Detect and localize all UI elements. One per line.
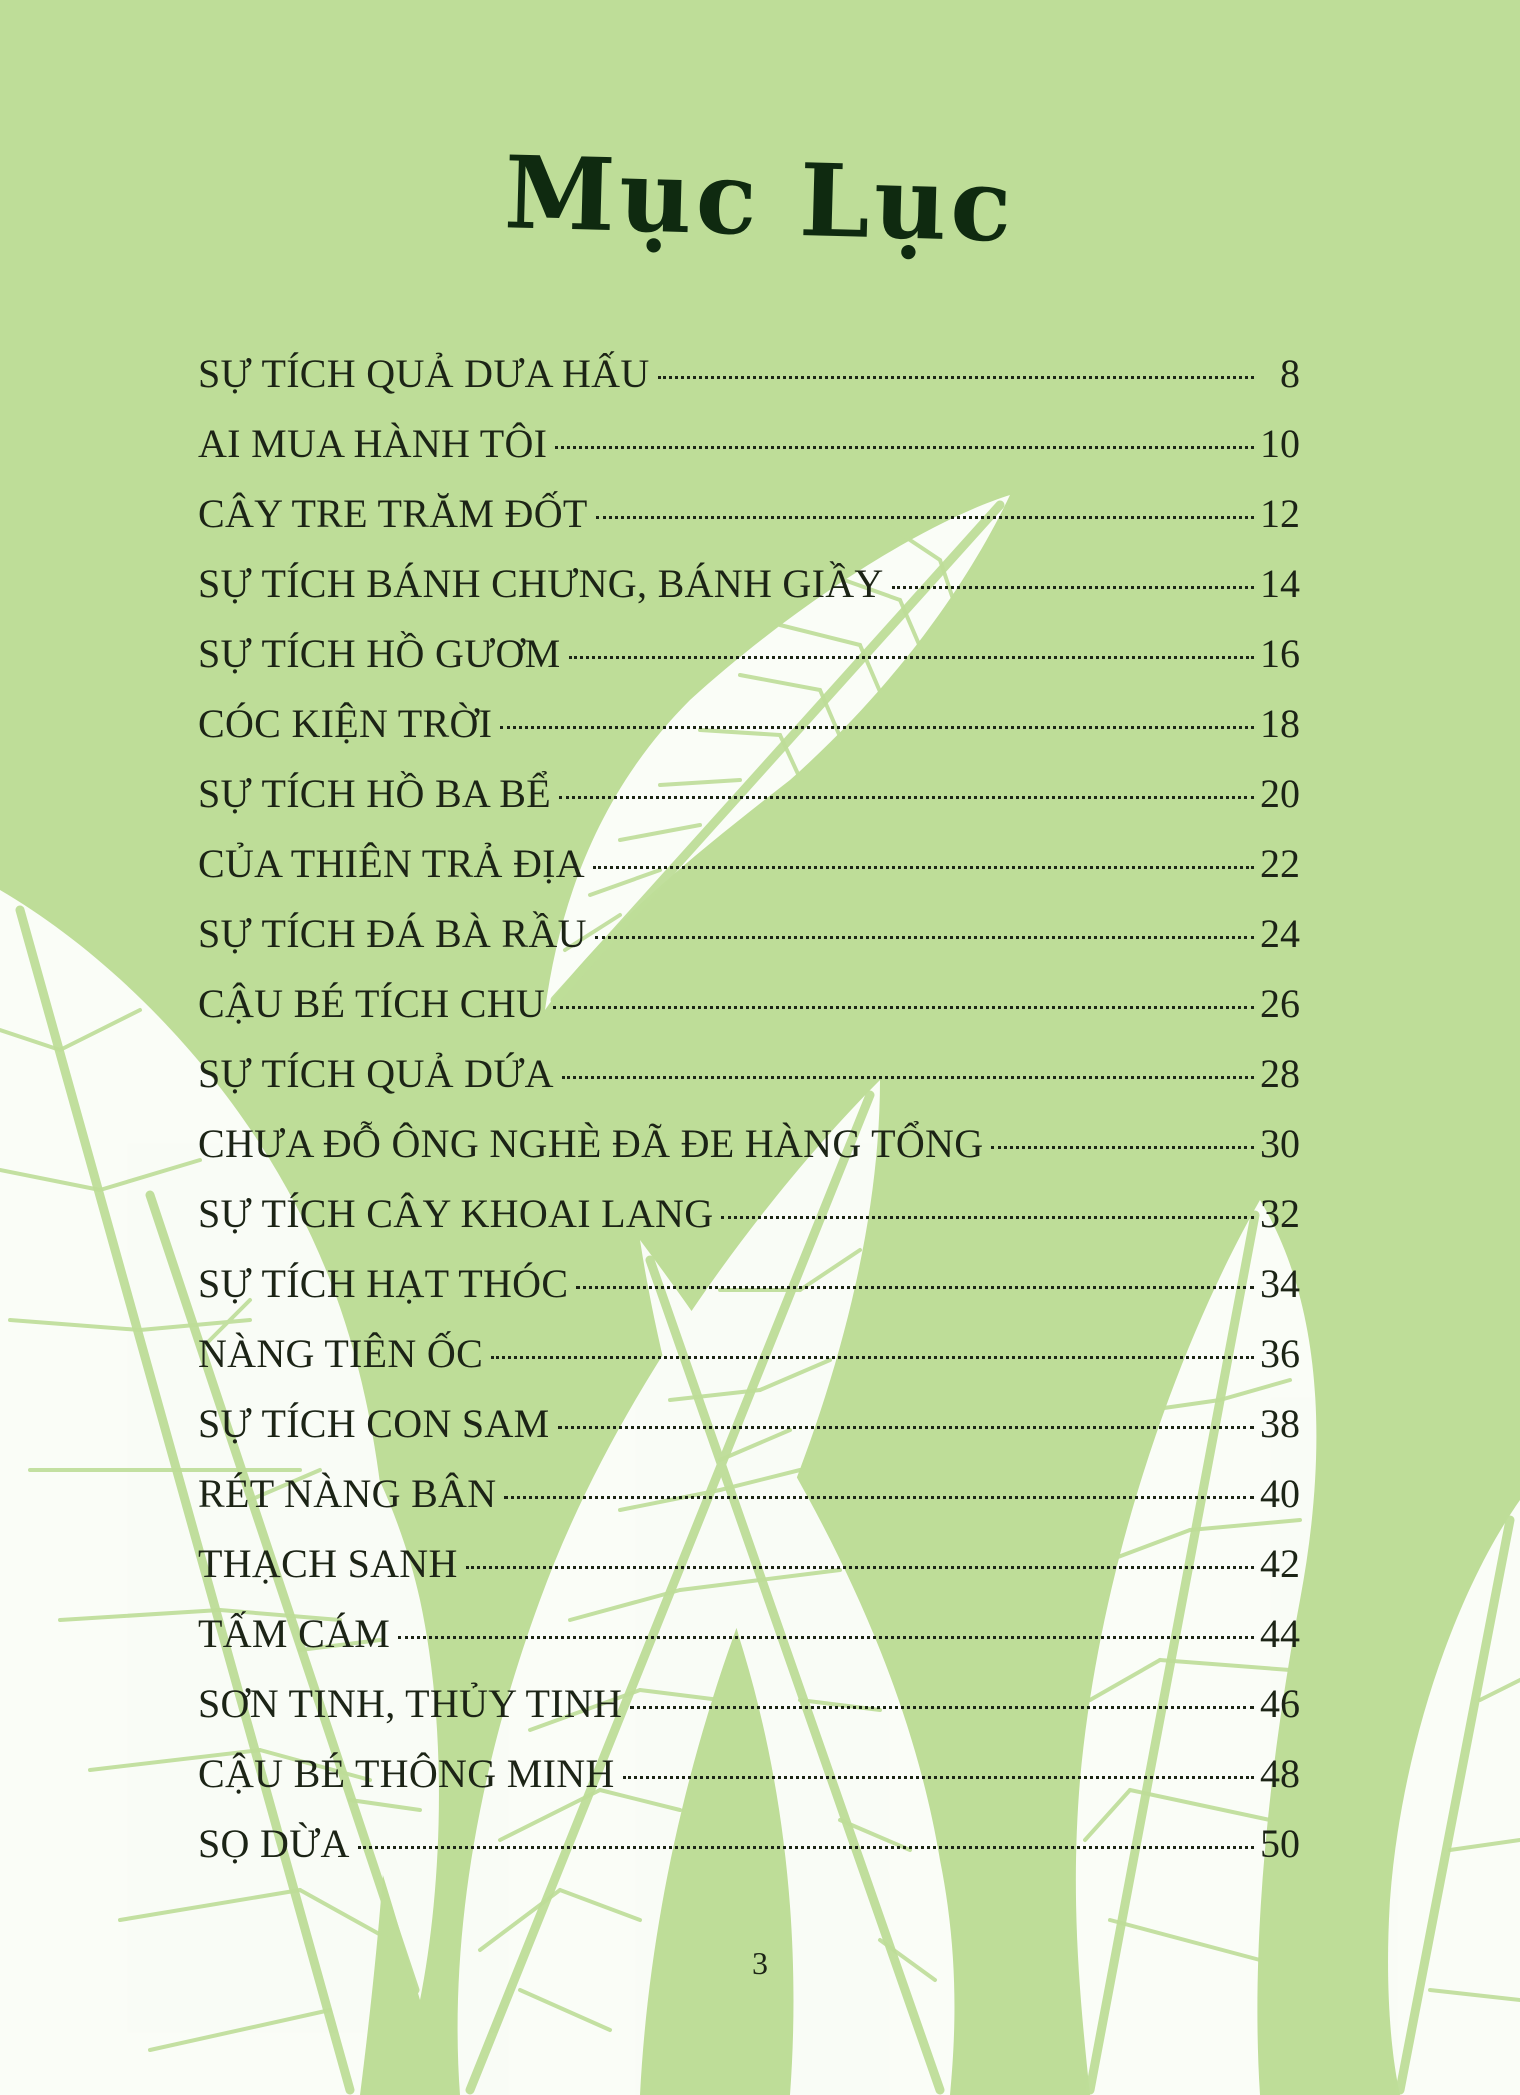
- dot-leader: [504, 1496, 1254, 1499]
- toc-entry-title: NÀNG TIÊN ỐC: [198, 1331, 484, 1376]
- toc-entry-title: SỰ TÍCH CON SAM: [198, 1401, 550, 1446]
- page-number: 3: [752, 1945, 768, 1981]
- dot-leader: [559, 796, 1254, 799]
- toc-entry-page: 40: [1260, 1471, 1300, 1516]
- dot-leader: [596, 516, 1254, 519]
- toc-entry-title: AI MUA HÀNH TÔI: [198, 421, 548, 466]
- toc-entry-page: 44: [1260, 1611, 1300, 1656]
- dot-leader: [658, 376, 1254, 379]
- toc-entry-page: 38: [1260, 1401, 1300, 1446]
- toc-entry: [198, 1120, 1300, 1190]
- toc-entry-page: 34: [1260, 1261, 1300, 1306]
- toc-entry: [198, 1330, 1300, 1400]
- toc-entry: [198, 1750, 1300, 1820]
- toc-entry: [198, 980, 1300, 1050]
- toc-entry-title: SỰ TÍCH BÁNH CHƯNG, BÁNH GIẦY: [198, 561, 884, 606]
- toc-entry: [198, 1260, 1300, 1330]
- toc-entry: [198, 420, 1300, 490]
- toc-entry-page: 20: [1260, 771, 1300, 816]
- toc-entry-title: SỰ TÍCH HỒ GƯƠM: [198, 631, 561, 676]
- dot-leader: [562, 1076, 1254, 1079]
- toc-entry-page: 28: [1260, 1051, 1300, 1096]
- toc-entry-title: SỰ TÍCH HỒ BA BỂ: [198, 771, 551, 816]
- toc-entry-page: 12: [1260, 491, 1300, 536]
- toc-entry-title: SỰ TÍCH ĐÁ BÀ RẦU: [198, 911, 587, 956]
- toc-entry: [198, 1610, 1300, 1680]
- toc-entry: [198, 910, 1300, 980]
- toc-entry-title: CÂY TRE TRĂM ĐỐT: [198, 491, 588, 536]
- dot-leader: [991, 1146, 1254, 1149]
- toc-entry-title: SỰ TÍCH QUẢ DƯA HẤU: [198, 351, 650, 396]
- toc-entry: [198, 560, 1300, 630]
- table-of-contents: [198, 350, 1300, 1890]
- dot-leader: [595, 936, 1254, 939]
- toc-entry-page: 8: [1280, 351, 1300, 396]
- dot-leader: [555, 446, 1254, 449]
- toc-entry: [198, 770, 1300, 840]
- toc-entry: [198, 1400, 1300, 1470]
- dot-leader: [398, 1636, 1254, 1639]
- dot-leader: [630, 1706, 1254, 1709]
- dot-leader: [576, 1286, 1254, 1289]
- toc-entry: [198, 1050, 1300, 1120]
- toc-entry-page: 26: [1260, 981, 1300, 1026]
- dot-leader: [558, 1426, 1254, 1429]
- toc-entry-page: 48: [1260, 1751, 1300, 1796]
- dot-leader: [500, 726, 1254, 729]
- dot-leader: [623, 1776, 1254, 1779]
- dot-leader: [358, 1846, 1254, 1849]
- toc-entry: [198, 1820, 1300, 1890]
- dot-leader: [721, 1216, 1254, 1219]
- toc-entry-title: SỰ TÍCH CÂY KHOAI LANG: [198, 1191, 714, 1236]
- dot-leader: [466, 1566, 1254, 1569]
- toc-entry-title: TẤM CÁM: [198, 1611, 391, 1656]
- toc-entry-page: 50: [1260, 1821, 1300, 1866]
- toc-entry: [198, 630, 1300, 700]
- toc-entry: [198, 840, 1300, 910]
- toc-entry-title: CẬU BÉ THÔNG MINH: [198, 1751, 615, 1796]
- toc-entry-page: 30: [1260, 1121, 1300, 1166]
- toc-entry-page: 18: [1260, 701, 1300, 746]
- dot-leader: [892, 586, 1254, 589]
- toc-entry-title: CÓC KIỆN TRỜI: [198, 701, 493, 746]
- toc-entry-title: CHƯA ĐỖ ÔNG NGHÈ ĐÃ ĐE HÀNG TỔNG: [198, 1121, 984, 1166]
- toc-entry-page: 16: [1260, 631, 1300, 676]
- toc-entry-title: SỌ DỪA: [198, 1821, 350, 1866]
- toc-entry: [198, 1190, 1300, 1260]
- toc-entry-page: 32: [1260, 1191, 1300, 1236]
- dot-leader: [569, 656, 1254, 659]
- dot-leader: [593, 866, 1254, 869]
- toc-entry-title: SỰ TÍCH HẠT THÓC: [198, 1261, 569, 1306]
- toc-entry-title: SỰ TÍCH QUẢ DỨA: [198, 1051, 554, 1096]
- toc-entry-title: CẬU BÉ TÍCH CHU: [198, 981, 546, 1026]
- toc-entry-title: CỦA THIÊN TRẢ ĐỊA: [198, 841, 585, 886]
- toc-entry-title: THẠCH SANH: [198, 1541, 458, 1586]
- dot-leader: [553, 1006, 1254, 1009]
- toc-entry-page: 42: [1260, 1541, 1300, 1586]
- toc-entry: [198, 490, 1300, 560]
- toc-entry: [198, 700, 1300, 770]
- toc-entry-title: RÉT NÀNG BÂN: [198, 1471, 497, 1516]
- toc-entry-page: 14: [1260, 561, 1300, 606]
- toc-entry-title: SƠN TINH, THỦY TINH: [198, 1681, 623, 1726]
- toc-entry: [198, 1470, 1300, 1540]
- toc-entry-page: 46: [1260, 1681, 1300, 1726]
- toc-entry: [198, 1680, 1300, 1750]
- toc-entry-page: 10: [1260, 421, 1300, 466]
- page-title: Mục Lục: [503, 133, 1017, 265]
- dot-leader: [491, 1356, 1254, 1359]
- toc-entry-page: 24: [1260, 911, 1300, 956]
- toc-entry-page: 36: [1260, 1331, 1300, 1376]
- toc-entry-page: 22: [1260, 841, 1300, 886]
- toc-entry: [198, 1540, 1300, 1610]
- toc-entry: [198, 350, 1300, 420]
